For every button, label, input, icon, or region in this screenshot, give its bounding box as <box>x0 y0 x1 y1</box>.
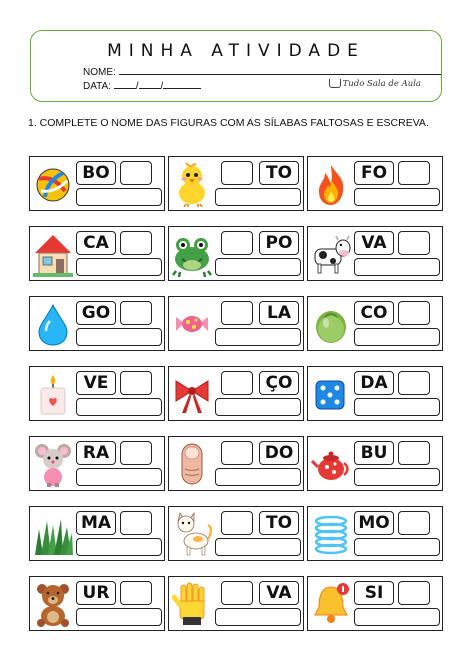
missing-syllable-box[interactable] <box>398 161 430 185</box>
glove-icon <box>172 581 212 627</box>
given-syllable: BO <box>76 161 116 185</box>
candle-icon <box>33 371 73 417</box>
header-box <box>30 30 442 102</box>
word-answer-box[interactable] <box>215 188 301 206</box>
word-answer-box[interactable] <box>354 398 440 416</box>
date-field <box>83 79 201 92</box>
exercise-card <box>168 576 304 631</box>
missing-syllable-box[interactable] <box>221 231 253 255</box>
given-syllable: VA <box>354 231 394 255</box>
missing-syllable-box[interactable] <box>221 301 253 325</box>
chick-icon <box>172 161 212 207</box>
missing-syllable-box[interactable] <box>398 231 430 255</box>
volleyball-icon <box>33 161 73 207</box>
water-drop-icon <box>33 301 73 347</box>
word-answer-box[interactable] <box>354 188 440 206</box>
exercise-card <box>29 366 165 421</box>
exercise-card <box>307 226 443 281</box>
fire-icon <box>311 161 351 207</box>
missing-syllable-box[interactable] <box>398 301 430 325</box>
word-answer-box[interactable] <box>76 468 162 486</box>
exercise-card <box>307 156 443 211</box>
missing-syllable-box[interactable] <box>120 441 152 465</box>
house-icon <box>33 231 73 277</box>
candy-icon <box>172 301 212 347</box>
teapot-icon <box>311 441 351 487</box>
date-day-line[interactable] <box>114 79 136 89</box>
exercise-card <box>29 576 165 631</box>
name-label: NOME: <box>83 67 116 78</box>
missing-syllable-box[interactable] <box>120 231 152 255</box>
instruction-text: 1. COMPLETE O NOME DAS FIGURAS COM AS SÍLABAS FALTOSAS E ESCREVA. <box>28 117 429 129</box>
date-month-line[interactable] <box>139 79 161 89</box>
exercise-card <box>307 436 443 491</box>
bow-icon <box>172 371 212 417</box>
word-answer-box[interactable] <box>354 538 440 556</box>
word-answer-box[interactable] <box>76 608 162 626</box>
cat-icon <box>172 511 212 557</box>
given-syllable: MO <box>354 511 394 535</box>
missing-syllable-box[interactable] <box>120 511 152 535</box>
given-syllable: VE <box>76 371 116 395</box>
word-answer-box[interactable] <box>215 398 301 416</box>
given-syllable: PO <box>259 231 299 255</box>
given-syllable: TO <box>259 161 299 185</box>
missing-syllable-box[interactable] <box>120 581 152 605</box>
word-answer-box[interactable] <box>76 188 162 206</box>
cow-icon <box>311 231 351 277</box>
date-year-line[interactable] <box>163 79 201 89</box>
exercise-card <box>29 296 165 351</box>
given-syllable: DO <box>259 441 299 465</box>
logo-text: Tudo Sala de Aula <box>342 79 421 89</box>
coconut-icon <box>311 301 351 347</box>
exercise-card <box>307 366 443 421</box>
missing-syllable-box[interactable] <box>120 161 152 185</box>
logo <box>329 79 421 89</box>
missing-syllable-box[interactable] <box>398 371 430 395</box>
word-answer-box[interactable] <box>215 258 301 276</box>
exercise-card <box>168 366 304 421</box>
given-syllable: ÇO <box>259 371 299 395</box>
missing-syllable-box[interactable] <box>221 441 253 465</box>
missing-syllable-box[interactable] <box>120 371 152 395</box>
given-syllable: GO <box>76 301 116 325</box>
word-answer-box[interactable] <box>76 328 162 346</box>
name-line[interactable] <box>119 65 441 75</box>
date-separator: / <box>135 81 139 92</box>
exercise-card <box>168 296 304 351</box>
given-syllable: VA <box>259 581 299 605</box>
given-syllable: LA <box>259 301 299 325</box>
spring-icon <box>311 511 351 557</box>
word-answer-box[interactable] <box>354 258 440 276</box>
given-syllable: MA <box>76 511 116 535</box>
page-title: MINHA ATIVIDADE <box>107 41 365 61</box>
word-answer-box[interactable] <box>354 608 440 626</box>
word-answer-box[interactable] <box>354 468 440 486</box>
missing-syllable-box[interactable] <box>120 301 152 325</box>
given-syllable: CA <box>76 231 116 255</box>
missing-syllable-box[interactable] <box>398 511 430 535</box>
exercise-card <box>307 576 443 631</box>
grass-icon <box>33 511 73 557</box>
exercise-card <box>29 226 165 281</box>
exercise-card <box>168 156 304 211</box>
bell-icon <box>311 581 351 627</box>
word-answer-box[interactable] <box>215 608 301 626</box>
missing-syllable-box[interactable] <box>398 441 430 465</box>
given-syllable: FO <box>354 161 394 185</box>
date-separator: / <box>160 81 164 92</box>
exercise-card <box>168 436 304 491</box>
exercise-card <box>307 296 443 351</box>
missing-syllable-box[interactable] <box>221 161 253 185</box>
frog-icon <box>172 231 212 277</box>
missing-syllable-box[interactable] <box>221 581 253 605</box>
dice-icon <box>311 371 351 417</box>
given-syllable: SI <box>354 581 394 605</box>
word-answer-box[interactable] <box>76 398 162 416</box>
exercise-card <box>29 156 165 211</box>
exercise-card <box>29 436 165 491</box>
missing-syllable-box[interactable] <box>398 581 430 605</box>
word-answer-box[interactable] <box>354 328 440 346</box>
teddy-bear-icon <box>33 581 73 627</box>
given-syllable: BU <box>354 441 394 465</box>
missing-syllable-box[interactable] <box>221 511 253 535</box>
given-syllable: CO <box>354 301 394 325</box>
finger-icon <box>172 441 212 487</box>
given-syllable: UR <box>76 581 116 605</box>
word-answer-box[interactable] <box>215 468 301 486</box>
word-answer-box[interactable] <box>76 538 162 556</box>
exercise-card <box>29 506 165 561</box>
date-label: DATA: <box>83 81 111 92</box>
word-answer-box[interactable] <box>215 538 301 556</box>
missing-syllable-box[interactable] <box>221 371 253 395</box>
given-syllable: RA <box>76 441 116 465</box>
name-field <box>83 65 441 78</box>
given-syllable: TO <box>259 511 299 535</box>
word-answer-box[interactable] <box>215 328 301 346</box>
book-icon <box>329 79 341 88</box>
exercise-card <box>168 506 304 561</box>
mouse-icon <box>33 441 73 487</box>
given-syllable: DA <box>354 371 394 395</box>
word-answer-box[interactable] <box>76 258 162 276</box>
exercise-card <box>307 506 443 561</box>
exercise-card <box>168 226 304 281</box>
